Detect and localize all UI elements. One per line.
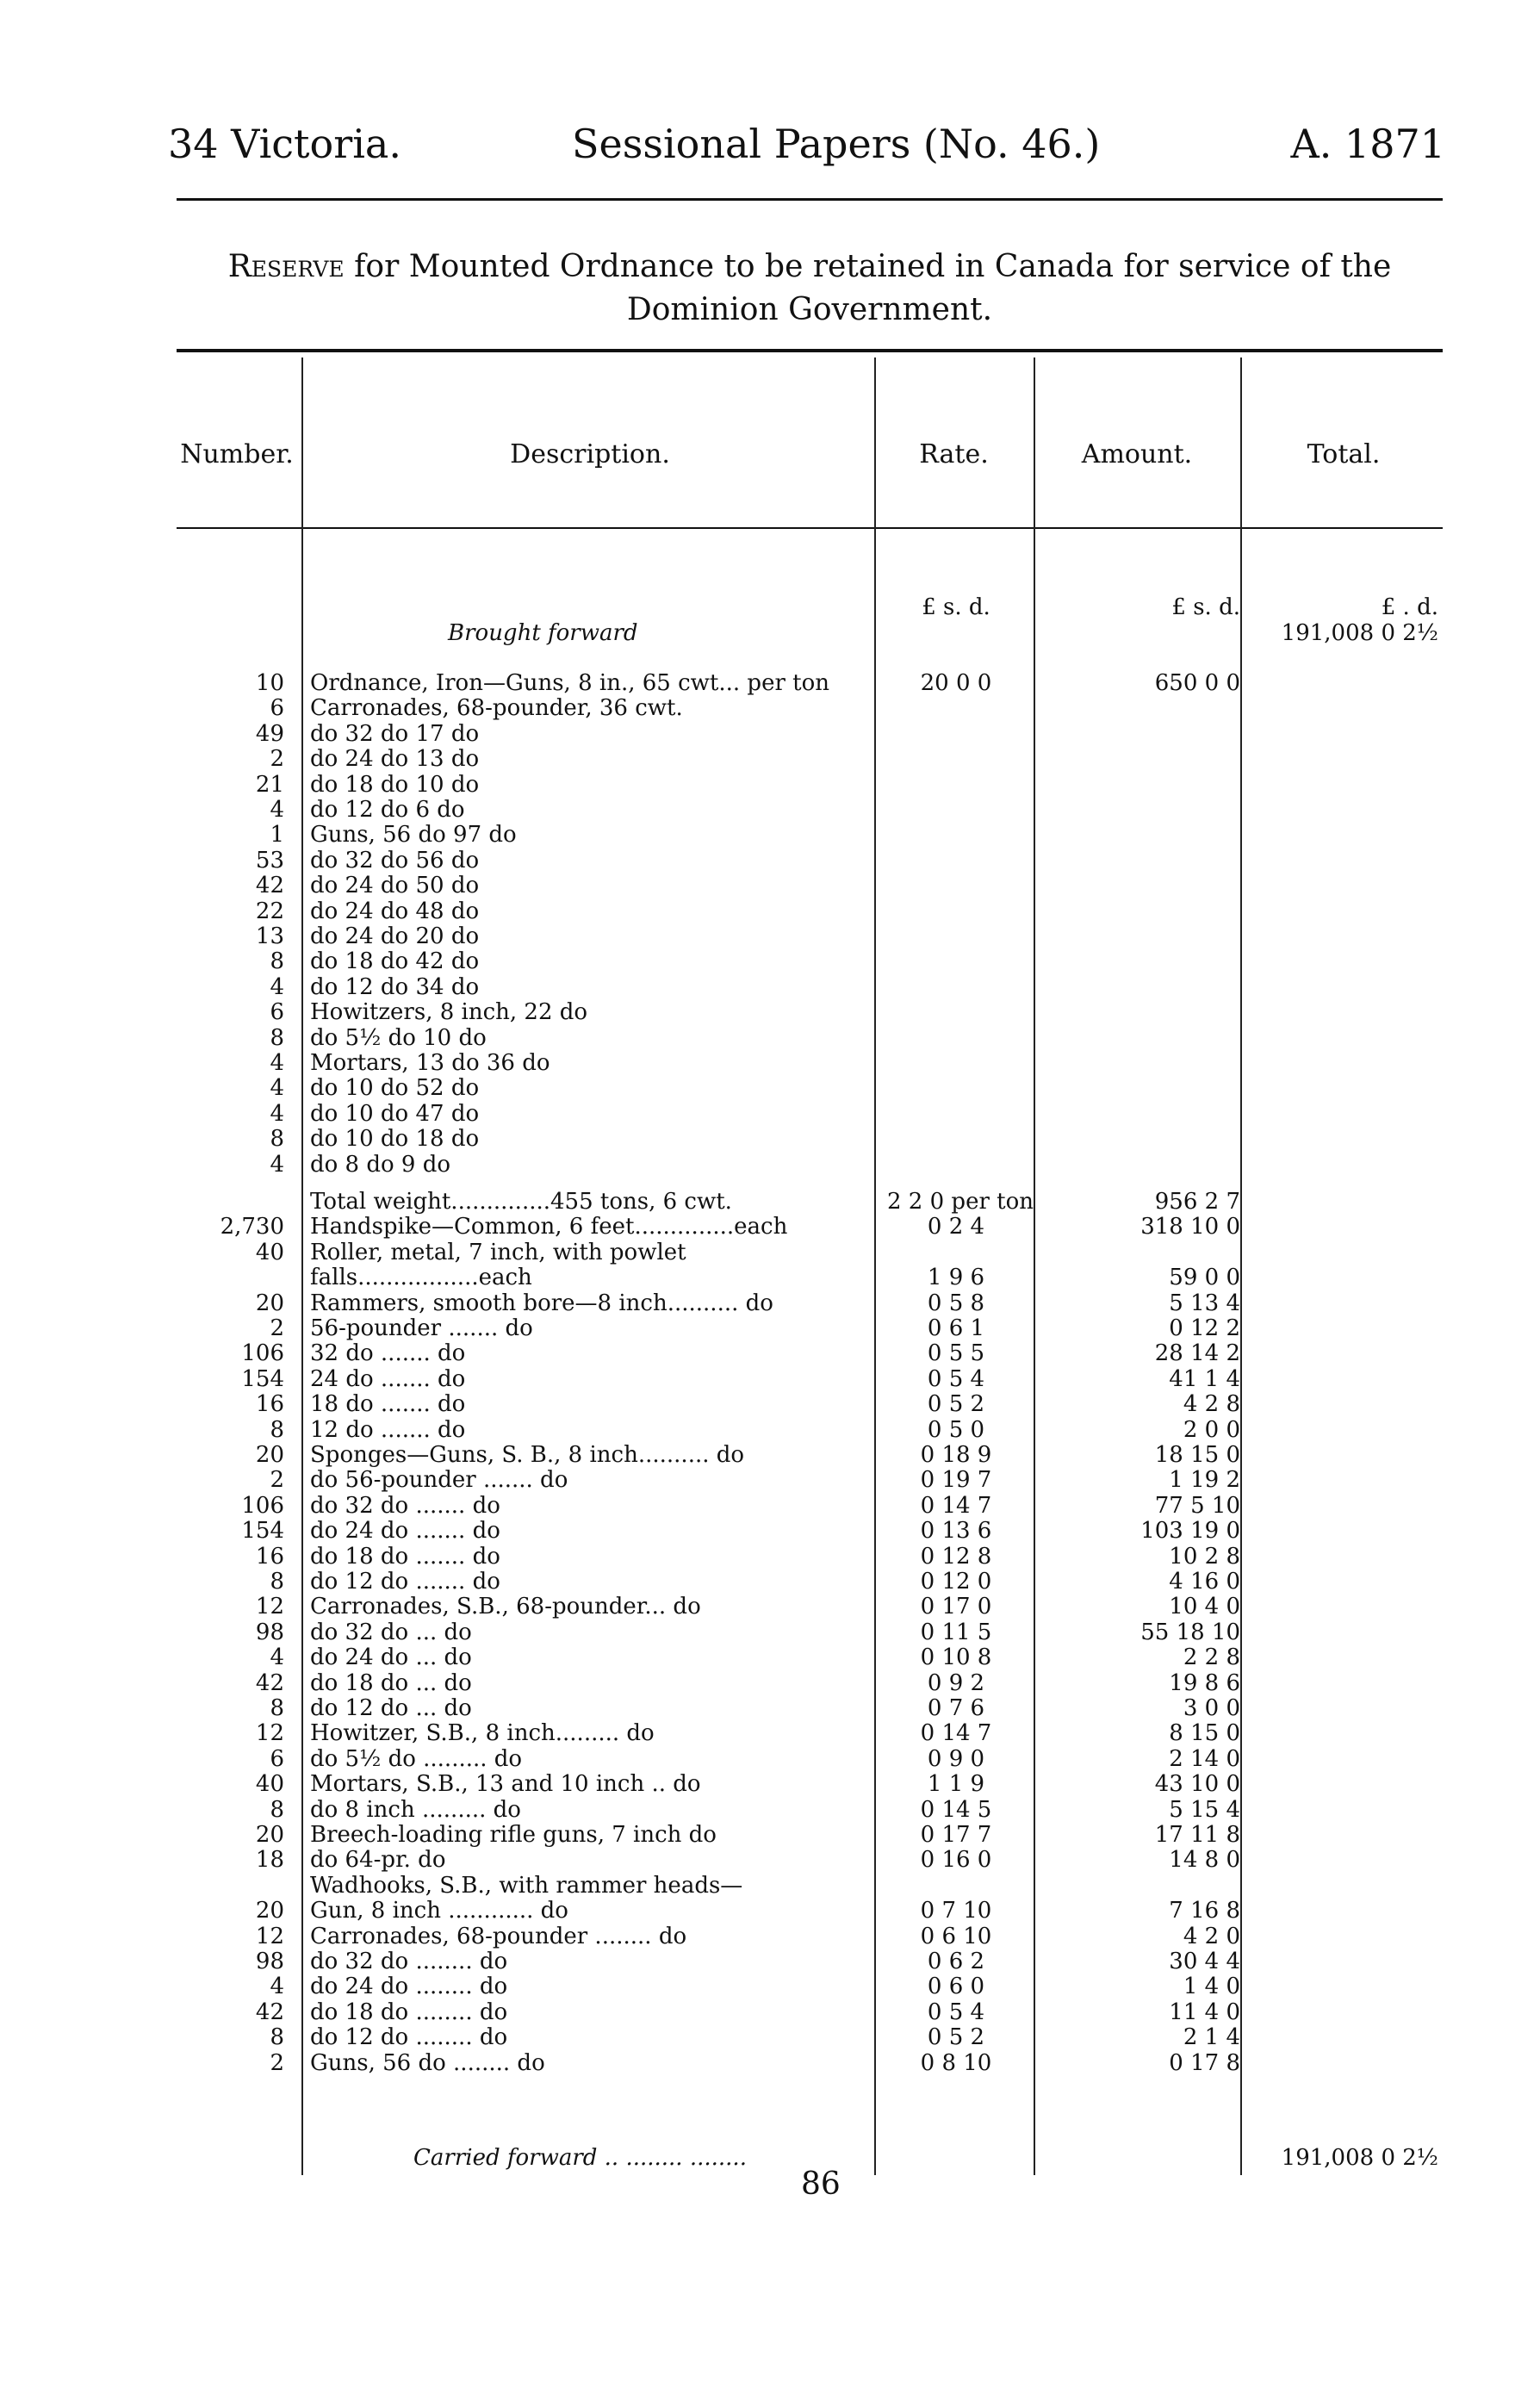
row-rate: 0 5 2 [927,2024,985,2051]
row-rate: 0 5 5 [927,1340,985,1367]
row-description: 56-pounder ....... do [310,1315,533,1341]
row-description: do 56-pounder ....... do [310,1467,568,1494]
row-rate: 0 5 2 [927,1391,985,1418]
row-number: 4 [270,797,284,823]
row-description: do 8 do 9 do [310,1151,451,1178]
row-description: 24 do ....... do [310,1365,466,1392]
row-description: Sponges—Guns, S. B., 8 inch.......... do [310,1442,745,1468]
row-description: do 18 do ........ do [310,1999,508,2025]
row-description: Carronades, S.B., 68-pounder... do [310,1594,701,1620]
row-amount: 318 10 0 [1140,1214,1240,1240]
row-rate: 0 18 9 [920,1442,992,1468]
row-number: 1 [270,822,284,849]
row-number: 20 [255,1290,284,1316]
row-number: 2,730 [220,1214,284,1240]
row-number: 16 [255,1391,284,1418]
row-rate: 0 9 2 [927,1669,985,1696]
row-description: do 24 do ........ do [310,1974,508,2000]
row-amount: 0 12 2 [1169,1315,1240,1341]
row-number: 21 [255,771,284,798]
row-description: Breech-loading rifle guns, 7 inch do [310,1822,717,1848]
row-amount: 30 4 4 [1169,1949,1240,1974]
row-description: falls.................each [310,1265,532,1291]
row-description: do 32 do ... do [310,1619,472,1645]
row-number: 12 [255,1720,284,1747]
row-rate: 0 10 8 [920,1644,992,1671]
row-amount: 8 15 0 [1169,1720,1240,1747]
row-number: 8 [270,1126,284,1153]
row-number: 42 [255,1669,284,1696]
row-amount: 103 19 0 [1140,1518,1240,1545]
table-caption [177,246,1443,332]
row-description: Guns, 56 do 97 do [310,822,517,849]
row-description: Roller, metal, 7 inch, with powlet [310,1239,686,1265]
brought-forward-label: Brought forward [448,620,638,646]
row-description: do 32 do 17 do [310,720,480,747]
row-description: do 10 do 47 do [310,1100,480,1127]
row-rate: 0 5 0 [927,1416,985,1443]
total-units: £ . d. [1381,594,1438,620]
row-amount: 0 17 8 [1169,2049,1240,2076]
row-number: 22 [255,898,284,924]
row-description: do 32 do ....... do [310,1492,500,1519]
row-rate: 0 12 8 [920,1543,992,1570]
row-description: Carronades, 68-pounder, 36 cwt. [310,695,683,722]
row-amount: 17 11 8 [1154,1822,1240,1848]
row-rate: 0 19 7 [920,1467,992,1494]
row-amount: 1 19 2 [1169,1467,1240,1494]
row-description: do 5½ do ......... do [310,1745,523,1772]
row-description: do 64-pr. do [310,1847,446,1874]
row-number: 49 [255,720,284,747]
row-amount: 5 13 4 [1169,1290,1240,1316]
row-description: do 18 do 10 do [310,771,480,798]
row-number: 8 [270,2024,284,2051]
row-amount: 2 0 0 [1183,1416,1240,1443]
row-number: 20 [255,1898,284,1924]
row-rate: 0 13 6 [920,1518,992,1545]
row-rate: 1 9 6 [927,1265,985,1291]
row-amount: 4 2 8 [1183,1391,1240,1418]
rate-units: £ s. d. [922,594,990,620]
row-description: Ordnance, Iron—Guns, 8 in., 65 cwt... per ton [310,670,829,696]
row-rate: 0 14 5 [920,1796,992,1823]
row-number: 13 [255,923,284,949]
row-rate: 0 17 0 [920,1594,992,1620]
row-amount: 14 8 0 [1169,1847,1240,1874]
row-amount: 4 16 0 [1169,1569,1240,1595]
row-amount: 5 15 4 [1169,1796,1240,1823]
row-description: do 18 do ....... do [310,1543,500,1570]
row-description: do 18 do 42 do [310,948,480,975]
amount-units: £ s. d. [1171,594,1240,620]
row-number: 4 [270,1050,284,1076]
row-rate: 0 6 10 [920,1923,992,1949]
row-amount: 2 1 4 [1183,2024,1240,2051]
row-number: 106 [241,1340,284,1367]
row-amount: 2 2 8 [1183,1644,1240,1671]
row-rate: 0 14 7 [920,1492,992,1519]
col-divider-3 [1034,357,1035,2175]
row-amount: 41 1 4 [1169,1365,1240,1392]
col-divider-1 [301,357,303,2175]
carried-forward-total: 191,008 0 2½ [1281,2145,1438,2171]
header-right: A. 1871 [1290,121,1445,167]
row-description: Guns, 56 do ........ do [310,2049,545,2076]
row-description: do 12 do ........ do [310,2024,508,2051]
row-number: 6 [270,999,284,1026]
row-rate: 0 9 0 [927,1745,985,1772]
row-number: 42 [255,873,284,899]
row-description: Howitzer, S.B., 8 inch......... do [310,1720,655,1747]
row-description: Rammers, smooth bore—8 inch.......... do [310,1290,773,1316]
row-description: do 12 do ... do [310,1695,472,1721]
row-description: do 24 do ....... do [310,1518,500,1545]
row-description: do 10 do 18 do [310,1126,480,1153]
row-amount: 7 16 8 [1169,1898,1240,1924]
row-description: do 32 do 56 do [310,847,480,873]
row-description: Handspike—Common, 6 feet..............each [310,1214,788,1240]
row-description: do 24 do 13 do [310,746,480,773]
row-rate: 0 7 10 [920,1898,992,1924]
row-number: 4 [270,1644,284,1671]
row-rate: 0 6 0 [927,1974,985,2000]
row-number: 4 [270,973,284,1000]
row-description: do 32 do ........ do [310,1949,508,1974]
col-divider-4 [1240,357,1242,2175]
row-rate: 0 17 7 [920,1822,992,1848]
row-rate: 0 5 4 [927,1365,985,1392]
row-rate: 0 6 1 [927,1315,985,1341]
row-amount: 43 10 0 [1154,1771,1240,1798]
row-description: Wadhooks, S.B., with rammer heads— [310,1872,743,1899]
row-number: 2 [270,1315,284,1341]
row-description: do 5½ do 10 do [310,1024,487,1051]
col-header-rate: Rate. [919,439,989,469]
row-number: 4 [270,1151,284,1178]
row-description: 12 do ....... do [310,1416,466,1443]
row-rate: 2 2 0 per ton [887,1189,1034,1215]
caption-lead: Reserve [227,249,345,284]
row-description: do 24 do 20 do [310,923,480,949]
row-number: 20 [255,1442,284,1468]
row-amount: 2 14 0 [1169,1745,1240,1772]
row-amount: 18 15 0 [1154,1442,1240,1468]
brought-forward-total: 191,008 0 2½ [1281,620,1438,646]
row-number: 8 [270,1695,284,1721]
row-number: 16 [255,1543,284,1570]
row-number: 8 [270,1569,284,1595]
row-description: 32 do ....... do [310,1340,466,1367]
row-description: Total weight..............455 tons, 6 cwt. [310,1189,732,1215]
row-amount: 77 5 10 [1154,1492,1240,1519]
row-number: 8 [270,1024,284,1051]
row-description: Mortars, S.B., 13 and 10 inch .. do [310,1771,701,1798]
row-amount: 10 2 8 [1169,1543,1240,1570]
row-number: 20 [255,1822,284,1848]
col-header-total: Total. [1307,439,1381,469]
row-amount: 19 8 6 [1169,1669,1240,1696]
row-rate: 0 7 6 [927,1695,985,1721]
table-top-rule [177,349,1443,352]
row-amount: 10 4 0 [1169,1594,1240,1620]
row-description: do 24 do ... do [310,1644,472,1671]
row-number: 4 [270,1100,284,1127]
row-number: 154 [241,1365,284,1392]
row-rate: 0 5 8 [927,1290,985,1316]
col-header-description: Description. [510,439,670,469]
row-number: 12 [255,1923,284,1949]
row-rate: 0 12 0 [920,1569,992,1595]
row-amount: 3 0 0 [1183,1695,1240,1721]
row-description: do 8 inch ......... do [310,1796,521,1823]
row-rate: 0 16 0 [920,1847,992,1874]
row-rate: 0 2 4 [927,1214,985,1240]
row-number: 4 [270,1075,284,1102]
row-number: 10 [255,670,284,696]
row-rate: 20 0 0 [920,670,992,696]
row-description: Mortars, 13 do 36 do [310,1050,550,1076]
row-amount: 11 4 0 [1169,1999,1240,2025]
row-amount: 4 2 0 [1183,1923,1240,1949]
row-number: 98 [255,1619,284,1645]
row-amount: 28 14 2 [1154,1340,1240,1367]
row-description: Howitzers, 8 inch, 22 do [310,999,588,1026]
row-number: 106 [241,1492,284,1519]
header-center: Sessional Papers (No. 46.) [572,121,1101,167]
row-description: do 12 do 34 do [310,973,480,1000]
row-amount: 1 4 0 [1183,1974,1240,2000]
col-header-number: Number. [180,439,294,469]
top-rule [177,198,1443,201]
row-number: 40 [255,1771,284,1798]
row-number: 154 [241,1518,284,1545]
row-rate: 0 8 10 [920,2049,992,2076]
row-description: do 24 do 48 do [310,898,480,924]
row-description: Carronades, 68-pounder ........ do [310,1923,687,1949]
row-amount: 55 18 10 [1140,1619,1240,1645]
row-number: 8 [270,948,284,975]
row-description: do 10 do 52 do [310,1075,480,1102]
row-number: 4 [270,1974,284,2000]
row-number: 53 [255,847,284,873]
row-description: Gun, 8 inch ............ do [310,1898,568,1924]
row-number: 8 [270,1416,284,1443]
row-number: 2 [270,746,284,773]
row-number: 6 [270,695,284,722]
row-description: do 18 do ... do [310,1669,472,1696]
row-rate: 1 1 9 [927,1771,985,1798]
row-description: do 12 do ....... do [310,1569,500,1595]
row-number: 2 [270,2049,284,2076]
header-left: 34 Victoria. [168,121,401,167]
row-number: 18 [255,1847,284,1874]
row-number: 98 [255,1949,284,1974]
row-description: do 12 do 6 do [310,797,465,823]
row-rate: 0 6 2 [927,1949,985,1974]
row-number: 2 [270,1467,284,1494]
row-amount: 59 0 0 [1169,1265,1240,1291]
row-number: 40 [255,1239,284,1265]
caption-text: for Mounted Ordnance to be retained in Canada for service of the Dominion Government. [354,249,1392,327]
col-header-amount: Amount. [1081,439,1193,469]
row-amount: 956 2 7 [1154,1189,1240,1215]
row-description: do 24 do 50 do [310,873,480,899]
row-rate: 0 5 4 [927,1999,985,2025]
row-number: 42 [255,1999,284,2025]
carried-forward-label: Carried forward .. ........ ........ [413,2145,747,2171]
row-amount: 650 0 0 [1154,670,1240,696]
row-rate: 0 11 5 [920,1619,992,1645]
row-number: 6 [270,1745,284,1772]
header-bottom-rule [177,527,1443,529]
row-number: 8 [270,1796,284,1823]
row-description: 18 do ....... do [310,1391,466,1418]
row-rate: 0 14 7 [920,1720,992,1747]
page-number: 86 [801,2167,841,2202]
row-number: 12 [255,1594,284,1620]
